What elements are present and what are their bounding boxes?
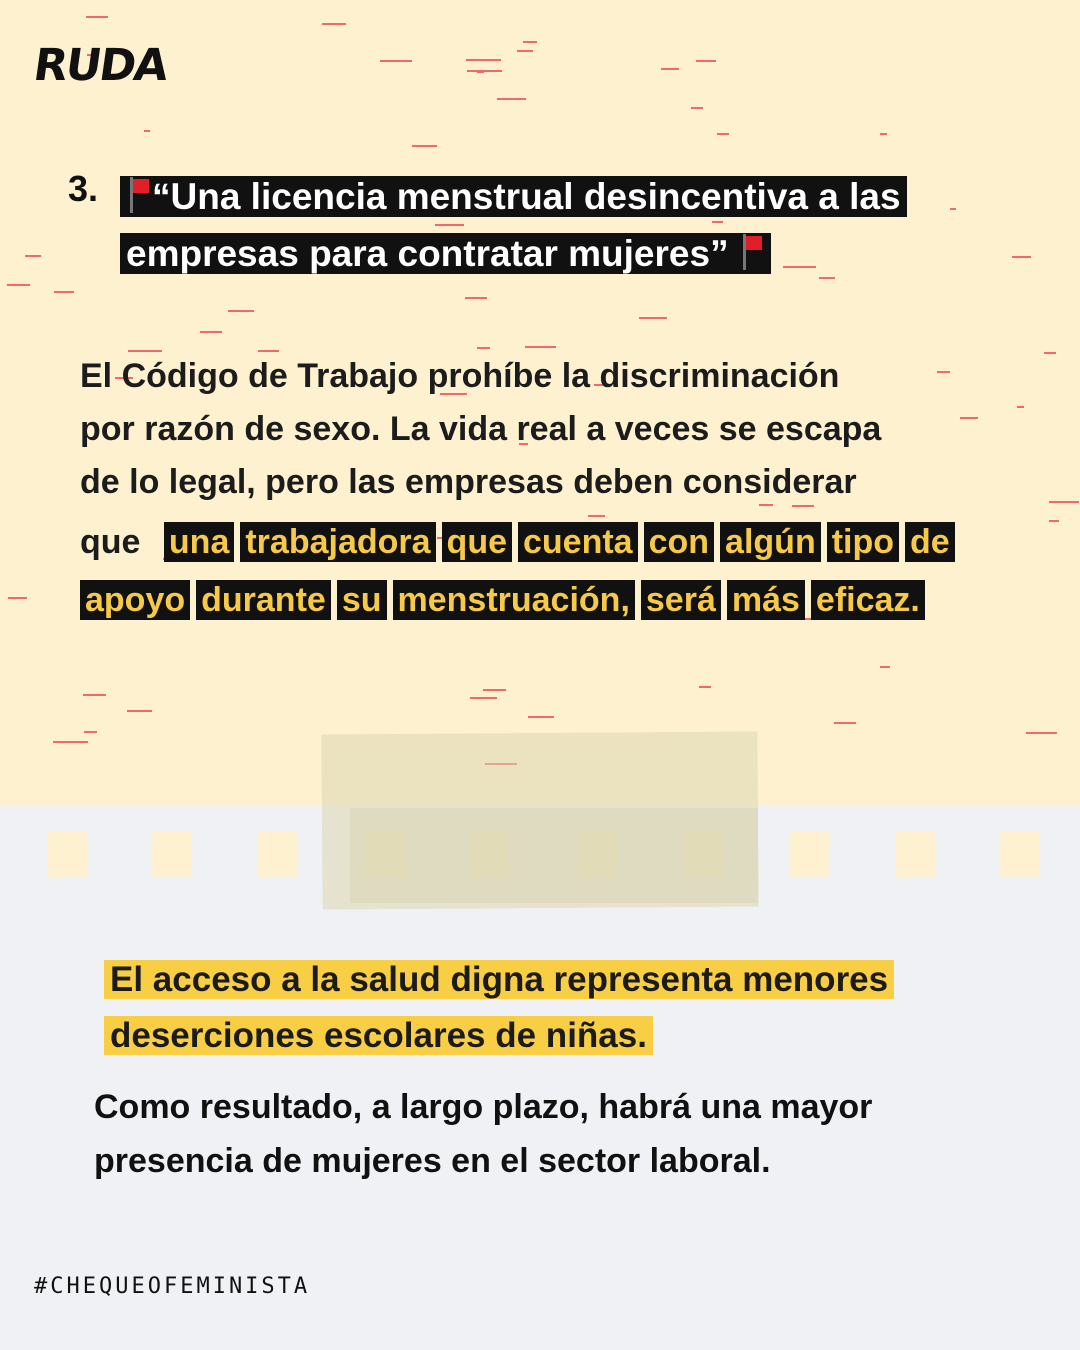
- highlight-word: más: [727, 580, 805, 620]
- conclusion-text: [94, 1080, 994, 1188]
- highlight-word: menstruación,: [393, 580, 635, 620]
- highlight-word: su: [337, 580, 387, 620]
- highlight-word: será: [641, 580, 721, 620]
- highlight-word: una: [164, 522, 234, 562]
- body-line: de lo legal, pero las empresas deben considerar: [80, 463, 857, 501]
- highlight-word: apoyo: [80, 580, 190, 620]
- body-line: El Código de Trabajo prohíbe la discriminación: [80, 357, 840, 395]
- body-line: por razón de sexo. La vida real a veces se escapa: [80, 410, 882, 448]
- highlight-word: que: [442, 522, 512, 562]
- callout-line-1: El acceso a la salud digna representa menores: [104, 960, 894, 999]
- body-paragraph: [80, 350, 1010, 509]
- conclusion-line: Como resultado, a largo plazo, habrá una mayor: [94, 1088, 873, 1126]
- body-lead-word: que: [80, 523, 141, 561]
- red-flag-icon: [128, 177, 150, 213]
- ruda-logo: RUDA: [30, 40, 170, 91]
- highlight-word: eficaz.: [811, 580, 925, 620]
- callout-line-2: deserciones escolares de niñas.: [104, 1016, 653, 1055]
- claim-line-2: empresas para contratar mujeres”: [120, 233, 771, 274]
- red-flag-icon: [741, 234, 763, 270]
- highlight-word: con: [644, 522, 714, 562]
- masking-tape-shadow: [350, 808, 758, 903]
- highlight-word: tipo: [827, 522, 899, 562]
- highlight-word: trabajadora: [240, 522, 435, 562]
- highlight-word: de: [905, 522, 955, 562]
- highlight-word: cuenta: [518, 522, 638, 562]
- conclusion-line: presencia de mujeres en el sector laboral.: [94, 1142, 771, 1180]
- myth-claim: [120, 168, 1000, 282]
- highlighted-sentence: [80, 513, 980, 629]
- claim-line-1: “Una licencia menstrual desincentiva a las: [120, 176, 907, 217]
- highlight-word: algún: [720, 522, 821, 562]
- highlight-word: durante: [196, 580, 331, 620]
- hashtag: #CHEQUEOFEMINISTA: [34, 1274, 311, 1299]
- item-number: 3.: [68, 168, 99, 209]
- yellow-callout: [104, 952, 894, 1064]
